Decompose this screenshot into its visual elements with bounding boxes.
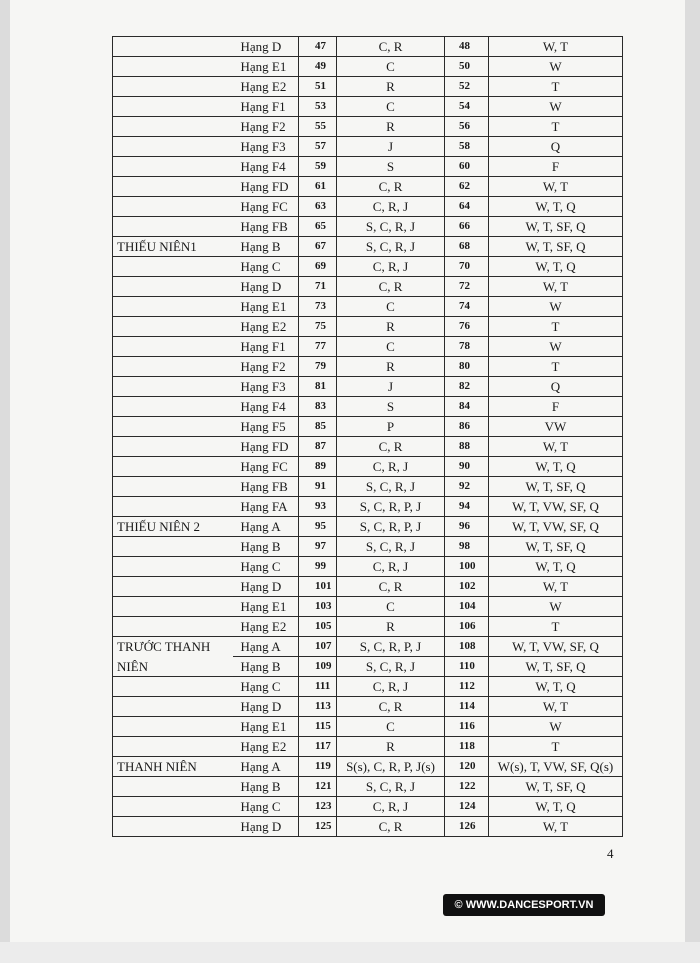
event-number-cell: 53: [299, 97, 337, 117]
latin-dances-cell: S: [337, 157, 445, 177]
event-number-cell: 88: [445, 437, 489, 457]
event-number-cell: 52: [445, 77, 489, 97]
table-row: [113, 617, 623, 637]
event-number-cell: 68: [445, 237, 489, 257]
event-number-cell: 77: [299, 337, 337, 357]
level-cell: Hạng D: [233, 277, 299, 297]
category-cell: [113, 697, 233, 717]
level-cell: Hạng A: [233, 757, 299, 777]
table-row: [113, 237, 623, 257]
table-row: [113, 257, 623, 277]
standard-dances-cell: W, T, Q: [489, 257, 623, 277]
event-number-cell: 92: [445, 477, 489, 497]
standard-dances-cell: W, T, SF, Q: [489, 477, 623, 497]
latin-dances-cell: C, R, J: [337, 677, 445, 697]
event-number-cell: 61: [299, 177, 337, 197]
latin-dances-cell: R: [337, 117, 445, 137]
latin-dances-cell: C, R: [337, 437, 445, 457]
latin-dances-cell: P: [337, 417, 445, 437]
event-number-cell: 78: [445, 337, 489, 357]
event-number-cell: 54: [445, 97, 489, 117]
table-row: [113, 497, 623, 517]
standard-dances-cell: W, T, SF, Q: [489, 537, 623, 557]
level-cell: Hạng F2: [233, 117, 299, 137]
table-row: [113, 717, 623, 737]
level-cell: Hạng FD: [233, 437, 299, 457]
category-cell: [113, 537, 233, 557]
event-number-cell: 115: [299, 717, 337, 737]
event-number-cell: 76: [445, 317, 489, 337]
latin-dances-cell: C, R: [337, 697, 445, 717]
latin-dances-cell: S, C, R, J: [337, 237, 445, 257]
table-row: [113, 637, 623, 657]
category-cell: [113, 617, 233, 637]
table-row: [113, 97, 623, 117]
latin-dances-cell: R: [337, 357, 445, 377]
table-row: [113, 37, 623, 57]
event-number-cell: 109: [299, 657, 337, 677]
watermark-badge: © WWW.DANCESPORT.VN: [443, 894, 605, 916]
level-cell: Hạng C: [233, 797, 299, 817]
table-row: [113, 217, 623, 237]
event-number-cell: 108: [445, 637, 489, 657]
level-cell: Hạng C: [233, 677, 299, 697]
event-number-cell: 101: [299, 577, 337, 597]
latin-dances-cell: C: [337, 717, 445, 737]
standard-dances-cell: T: [489, 117, 623, 137]
event-number-cell: 71: [299, 277, 337, 297]
table-row: [113, 477, 623, 497]
category-cell: THIẾU NIÊN 2: [113, 517, 233, 537]
latin-dances-cell: J: [337, 377, 445, 397]
level-cell: Hạng E1: [233, 57, 299, 77]
category-cell: [113, 677, 233, 697]
standard-dances-cell: VW: [489, 417, 623, 437]
category-cell: [113, 417, 233, 437]
event-number-cell: 75: [299, 317, 337, 337]
level-cell: Hạng FC: [233, 197, 299, 217]
standard-dances-cell: W, T: [489, 817, 623, 837]
category-cell: [113, 137, 233, 157]
event-number-cell: 57: [299, 137, 337, 157]
standard-dances-cell: W, T, VW, SF, Q: [489, 517, 623, 537]
table-row: [113, 577, 623, 597]
standard-dances-cell: W, T: [489, 37, 623, 57]
event-number-cell: 121: [299, 777, 337, 797]
event-number-cell: 85: [299, 417, 337, 437]
category-cell: [113, 357, 233, 377]
category-cell: [113, 377, 233, 397]
category-cell: [113, 437, 233, 457]
category-cell: [113, 177, 233, 197]
standard-dances-cell: T: [489, 77, 623, 97]
event-number-cell: 86: [445, 417, 489, 437]
table-row: [113, 517, 623, 537]
standard-dances-cell: W, T, Q: [489, 797, 623, 817]
latin-dances-cell: S, C, R, P, J: [337, 637, 445, 657]
latin-dances-cell: S, C, R, J: [337, 657, 445, 677]
level-cell: Hạng B: [233, 537, 299, 557]
category-cell: THANH NIÊN: [113, 757, 233, 777]
level-cell: Hạng E2: [233, 317, 299, 337]
table-row: [113, 117, 623, 137]
competition-schedule-table: [112, 36, 623, 837]
standard-dances-cell: F: [489, 157, 623, 177]
latin-dances-cell: C: [337, 337, 445, 357]
event-number-cell: 112: [445, 677, 489, 697]
standard-dances-cell: W, T: [489, 277, 623, 297]
category-cell: NIÊN: [113, 657, 233, 677]
table-body: [113, 37, 623, 837]
table-row: [113, 757, 623, 777]
latin-dances-cell: S, C, R, J: [337, 477, 445, 497]
event-number-cell: 58: [445, 137, 489, 157]
level-cell: Hạng A: [233, 517, 299, 537]
level-cell: Hạng E1: [233, 597, 299, 617]
standard-dances-cell: T: [489, 737, 623, 757]
latin-dances-cell: C, R: [337, 37, 445, 57]
event-number-cell: 49: [299, 57, 337, 77]
event-number-cell: 84: [445, 397, 489, 417]
event-number-cell: 100: [445, 557, 489, 577]
category-cell: [113, 497, 233, 517]
level-cell: Hạng D: [233, 37, 299, 57]
table-row: [113, 537, 623, 557]
standard-dances-cell: W, T, Q: [489, 197, 623, 217]
latin-dances-cell: C: [337, 97, 445, 117]
table-row: [113, 457, 623, 477]
event-number-cell: 66: [445, 217, 489, 237]
table-row: [113, 337, 623, 357]
standard-dances-cell: W(s), T, VW, SF, Q(s): [489, 757, 623, 777]
level-cell: Hạng F2: [233, 357, 299, 377]
standard-dances-cell: W, T, SF, Q: [489, 777, 623, 797]
table-row: [113, 777, 623, 797]
table-row: [113, 157, 623, 177]
level-cell: Hạng F3: [233, 137, 299, 157]
event-number-cell: 62: [445, 177, 489, 197]
event-number-cell: 80: [445, 357, 489, 377]
category-cell: [113, 77, 233, 97]
table-row: [113, 377, 623, 397]
standard-dances-cell: W, T: [489, 177, 623, 197]
table-row: [113, 417, 623, 437]
level-cell: Hạng D: [233, 817, 299, 837]
level-cell: Hạng FC: [233, 457, 299, 477]
standard-dances-cell: T: [489, 357, 623, 377]
event-number-cell: 63: [299, 197, 337, 217]
standard-dances-cell: W: [489, 717, 623, 737]
latin-dances-cell: C, R, J: [337, 797, 445, 817]
table-row: [113, 437, 623, 457]
table-row: [113, 177, 623, 197]
standard-dances-cell: W: [489, 597, 623, 617]
event-number-cell: 83: [299, 397, 337, 417]
level-cell: Hạng B: [233, 777, 299, 797]
event-number-cell: 72: [445, 277, 489, 297]
event-number-cell: 64: [445, 197, 489, 217]
standard-dances-cell: W, T: [489, 577, 623, 597]
category-cell: THIẾU NIÊN1: [113, 237, 233, 257]
latin-dances-cell: C, R: [337, 277, 445, 297]
level-cell: Hạng C: [233, 257, 299, 277]
level-cell: Hạng FA: [233, 497, 299, 517]
category-cell: [113, 117, 233, 137]
table-row: [113, 797, 623, 817]
standard-dances-cell: W: [489, 297, 623, 317]
category-cell: [113, 297, 233, 317]
latin-dances-cell: S: [337, 397, 445, 417]
event-number-cell: 122: [445, 777, 489, 797]
standard-dances-cell: Q: [489, 137, 623, 157]
latin-dances-cell: C, R: [337, 177, 445, 197]
event-number-cell: 117: [299, 737, 337, 757]
scan-edge: [0, 942, 700, 963]
category-cell: [113, 777, 233, 797]
event-number-cell: 91: [299, 477, 337, 497]
level-cell: Hạng E2: [233, 737, 299, 757]
latin-dances-cell: S(s), C, R, P, J(s): [337, 757, 445, 777]
event-number-cell: 74: [445, 297, 489, 317]
latin-dances-cell: C, R: [337, 577, 445, 597]
category-cell: [113, 457, 233, 477]
event-number-cell: 126: [445, 817, 489, 837]
category-cell: TRƯỚC THANH: [113, 637, 233, 657]
table-row: [113, 697, 623, 717]
table-row: [113, 57, 623, 77]
category-cell: [113, 577, 233, 597]
event-number-cell: 70: [445, 257, 489, 277]
level-cell: Hạng F3: [233, 377, 299, 397]
event-number-cell: 125: [299, 817, 337, 837]
latin-dances-cell: C, R, J: [337, 557, 445, 577]
category-cell: [113, 817, 233, 837]
category-cell: [113, 197, 233, 217]
standard-dances-cell: Q: [489, 377, 623, 397]
event-number-cell: 113: [299, 697, 337, 717]
event-number-cell: 118: [445, 737, 489, 757]
standard-dances-cell: W, T: [489, 697, 623, 717]
category-cell: [113, 597, 233, 617]
event-number-cell: 94: [445, 497, 489, 517]
level-cell: Hạng E2: [233, 77, 299, 97]
event-number-cell: 103: [299, 597, 337, 617]
latin-dances-cell: C: [337, 597, 445, 617]
event-number-cell: 114: [445, 697, 489, 717]
event-number-cell: 47: [299, 37, 337, 57]
event-number-cell: 79: [299, 357, 337, 377]
table-row: [113, 317, 623, 337]
standard-dances-cell: F: [489, 397, 623, 417]
event-number-cell: 82: [445, 377, 489, 397]
standard-dances-cell: W: [489, 337, 623, 357]
table-row: [113, 657, 623, 677]
event-number-cell: 104: [445, 597, 489, 617]
category-cell: [113, 477, 233, 497]
standard-dances-cell: W, T, Q: [489, 677, 623, 697]
level-cell: Hạng FD: [233, 177, 299, 197]
category-cell: [113, 217, 233, 237]
latin-dances-cell: J: [337, 137, 445, 157]
table-row: [113, 737, 623, 757]
event-number-cell: 106: [445, 617, 489, 637]
level-cell: Hạng B: [233, 657, 299, 677]
table-row: [113, 397, 623, 417]
latin-dances-cell: S, C, R, J: [337, 537, 445, 557]
standard-dances-cell: W, T: [489, 437, 623, 457]
latin-dances-cell: R: [337, 317, 445, 337]
level-cell: Hạng FB: [233, 477, 299, 497]
standard-dances-cell: W, T, Q: [489, 557, 623, 577]
standard-dances-cell: W, T, Q: [489, 457, 623, 477]
table-row: [113, 357, 623, 377]
event-number-cell: 95: [299, 517, 337, 537]
category-cell: [113, 317, 233, 337]
table-row: [113, 677, 623, 697]
table-row: [113, 297, 623, 317]
category-cell: [113, 157, 233, 177]
event-number-cell: 67: [299, 237, 337, 257]
table-row: [113, 77, 623, 97]
level-cell: Hạng FB: [233, 217, 299, 237]
category-cell: [113, 57, 233, 77]
event-number-cell: 90: [445, 457, 489, 477]
level-cell: Hạng F1: [233, 97, 299, 117]
latin-dances-cell: R: [337, 77, 445, 97]
event-number-cell: 111: [299, 677, 337, 697]
event-number-cell: 99: [299, 557, 337, 577]
standard-dances-cell: W, T, SF, Q: [489, 657, 623, 677]
category-cell: [113, 797, 233, 817]
level-cell: Hạng D: [233, 697, 299, 717]
standard-dances-cell: W, T, VW, SF, Q: [489, 497, 623, 517]
event-number-cell: 107: [299, 637, 337, 657]
latin-dances-cell: C, R, J: [337, 457, 445, 477]
event-number-cell: 73: [299, 297, 337, 317]
latin-dances-cell: C, R, J: [337, 257, 445, 277]
event-number-cell: 81: [299, 377, 337, 397]
level-cell: Hạng D: [233, 577, 299, 597]
event-number-cell: 110: [445, 657, 489, 677]
event-number-cell: 98: [445, 537, 489, 557]
event-number-cell: 69: [299, 257, 337, 277]
event-number-cell: 97: [299, 537, 337, 557]
event-number-cell: 87: [299, 437, 337, 457]
level-cell: Hạng E1: [233, 717, 299, 737]
latin-dances-cell: C, R, J: [337, 197, 445, 217]
latin-dances-cell: S, C, R, J: [337, 777, 445, 797]
category-cell: [113, 97, 233, 117]
level-cell: Hạng B: [233, 237, 299, 257]
event-number-cell: 102: [445, 577, 489, 597]
latin-dances-cell: R: [337, 737, 445, 757]
standard-dances-cell: T: [489, 317, 623, 337]
category-cell: [113, 397, 233, 417]
level-cell: Hạng C: [233, 557, 299, 577]
table-row: [113, 197, 623, 217]
level-cell: Hạng E2: [233, 617, 299, 637]
event-number-cell: 116: [445, 717, 489, 737]
level-cell: Hạng F4: [233, 397, 299, 417]
category-cell: [113, 337, 233, 357]
category-cell: [113, 37, 233, 57]
event-number-cell: 50: [445, 57, 489, 77]
latin-dances-cell: S, C, R, P, J: [337, 497, 445, 517]
event-number-cell: 123: [299, 797, 337, 817]
standard-dances-cell: W: [489, 57, 623, 77]
category-cell: [113, 717, 233, 737]
category-cell: [113, 557, 233, 577]
event-number-cell: 124: [445, 797, 489, 817]
event-number-cell: 105: [299, 617, 337, 637]
event-number-cell: 119: [299, 757, 337, 777]
latin-dances-cell: S, C, R, J: [337, 217, 445, 237]
event-number-cell: 96: [445, 517, 489, 537]
event-number-cell: 56: [445, 117, 489, 137]
category-cell: [113, 737, 233, 757]
page-number: 4: [607, 846, 614, 861]
event-number-cell: 93: [299, 497, 337, 517]
level-cell: Hạng F4: [233, 157, 299, 177]
event-number-cell: 60: [445, 157, 489, 177]
table-row: [113, 137, 623, 157]
event-number-cell: 89: [299, 457, 337, 477]
latin-dances-cell: C, R: [337, 817, 445, 837]
table-row: [113, 277, 623, 297]
standard-dances-cell: W, T, VW, SF, Q: [489, 637, 623, 657]
latin-dances-cell: R: [337, 617, 445, 637]
event-number-cell: 51: [299, 77, 337, 97]
standard-dances-cell: W: [489, 97, 623, 117]
event-number-cell: 65: [299, 217, 337, 237]
standard-dances-cell: W, T, SF, Q: [489, 237, 623, 257]
level-cell: Hạng F5: [233, 417, 299, 437]
category-cell: [113, 277, 233, 297]
event-number-cell: 120: [445, 757, 489, 777]
standard-dances-cell: W, T, SF, Q: [489, 217, 623, 237]
table-row: [113, 557, 623, 577]
table-row: [113, 817, 623, 837]
category-cell: [113, 257, 233, 277]
level-cell: Hạng E1: [233, 297, 299, 317]
latin-dances-cell: S, C, R, P, J: [337, 517, 445, 537]
table-row: [113, 597, 623, 617]
event-number-cell: 48: [445, 37, 489, 57]
level-cell: Hạng F1: [233, 337, 299, 357]
level-cell: Hạng A: [233, 637, 299, 657]
latin-dances-cell: C: [337, 57, 445, 77]
standard-dances-cell: T: [489, 617, 623, 637]
event-number-cell: 55: [299, 117, 337, 137]
latin-dances-cell: C: [337, 297, 445, 317]
event-number-cell: 59: [299, 157, 337, 177]
